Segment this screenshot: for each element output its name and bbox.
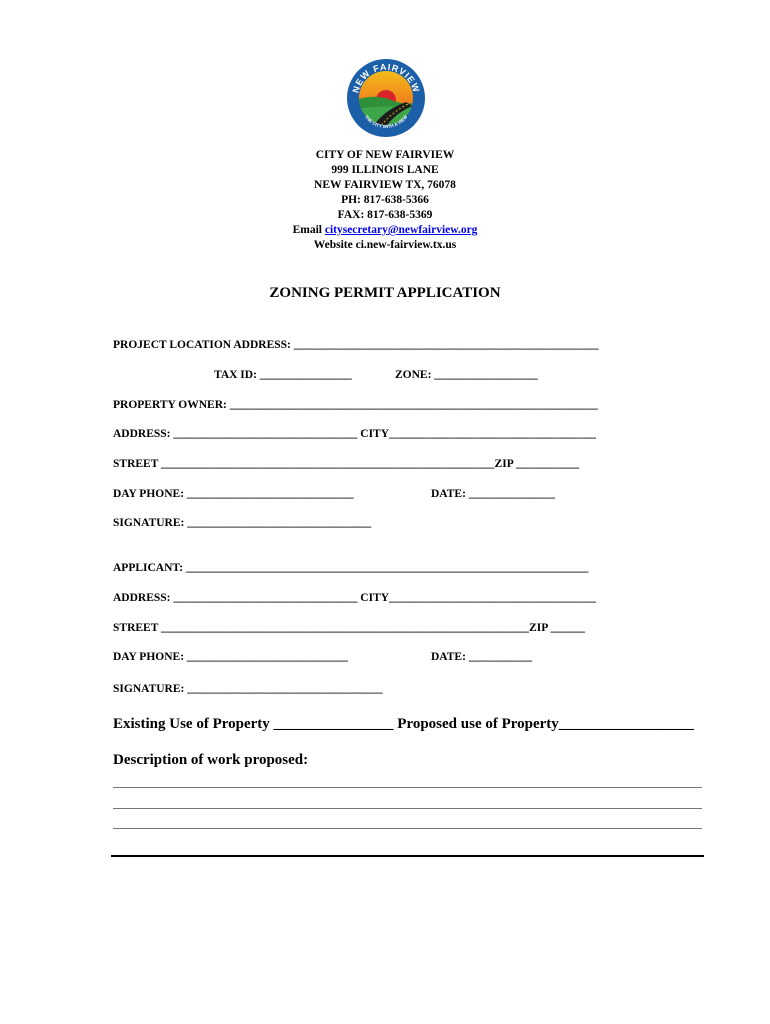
tax-id-field[interactable]: TAX ID: ________________ bbox=[214, 369, 352, 381]
applicant-field[interactable]: APPLICANT: ______________________________________________________________________ bbox=[113, 562, 589, 574]
owner-date-field[interactable]: DATE: _______________ bbox=[431, 488, 556, 500]
city-logo bbox=[346, 58, 426, 138]
property-use-field[interactable]: Existing Use of Property ________________ Proposed use of Property__________________ bbox=[113, 716, 694, 732]
owner-signature-field[interactable]: SIGNATURE: ________________________________ bbox=[113, 517, 372, 529]
owner-day-phone-field[interactable]: DAY PHONE: _____________________________ bbox=[113, 488, 354, 500]
owner-street-field[interactable]: STREET __________________________________________________________ZIP ___________ bbox=[113, 458, 580, 470]
logo-bottom-text: THE CITY WITH A VIEW bbox=[363, 114, 409, 130]
applicant-date-field[interactable]: DATE: ___________ bbox=[431, 651, 533, 663]
description-line-1[interactable] bbox=[113, 787, 702, 788]
description-line-2[interactable] bbox=[113, 808, 702, 809]
website-line: Website ci.new-fairview.tx.us bbox=[313, 239, 457, 251]
email-link[interactable]: citysecretary@newfairview.org bbox=[324, 224, 478, 236]
applicant-address-field[interactable]: ADDRESS: ________________________________ CITY____________________________________ bbox=[113, 592, 597, 604]
zone-field[interactable]: ZONE: __________________ bbox=[395, 369, 538, 381]
city-street: 999 ILLINOIS LANE bbox=[331, 164, 439, 176]
city-phone: PH: 817-638-5366 bbox=[341, 194, 429, 206]
logo-top-text: NEW FAIRVIEW bbox=[350, 61, 422, 95]
owner-address-field[interactable]: ADDRESS: ________________________________ CITY____________________________________ bbox=[113, 428, 597, 440]
section-divider bbox=[111, 855, 704, 857]
city-fax: FAX: 817-638-5369 bbox=[337, 209, 433, 221]
applicant-day-phone-field[interactable]: DAY PHONE: ____________________________ bbox=[113, 651, 348, 663]
description-label: Description of work proposed: bbox=[113, 752, 309, 768]
project-location-field[interactable]: PROJECT LOCATION ADDRESS: _____________________________________________________ bbox=[113, 339, 599, 351]
description-line-3[interactable] bbox=[113, 828, 702, 829]
page-title: ZONING PERMIT APPLICATION bbox=[269, 285, 501, 301]
applicant-street-field[interactable]: STREET ________________________________________________________________ZIP ______ bbox=[113, 622, 585, 634]
city-name: CITY OF NEW FAIRVIEW bbox=[315, 149, 455, 161]
city-header bbox=[0, 148, 770, 253]
email-label: Email bbox=[292, 224, 325, 236]
city-state-zip: NEW FAIRVIEW TX, 76078 bbox=[314, 179, 456, 191]
applicant-signature-field[interactable]: SIGNATURE: __________________________________ bbox=[113, 683, 383, 695]
email-line bbox=[0, 223, 770, 238]
property-owner-field[interactable]: PROPERTY OWNER: ________________________________________________________________ bbox=[113, 399, 598, 411]
